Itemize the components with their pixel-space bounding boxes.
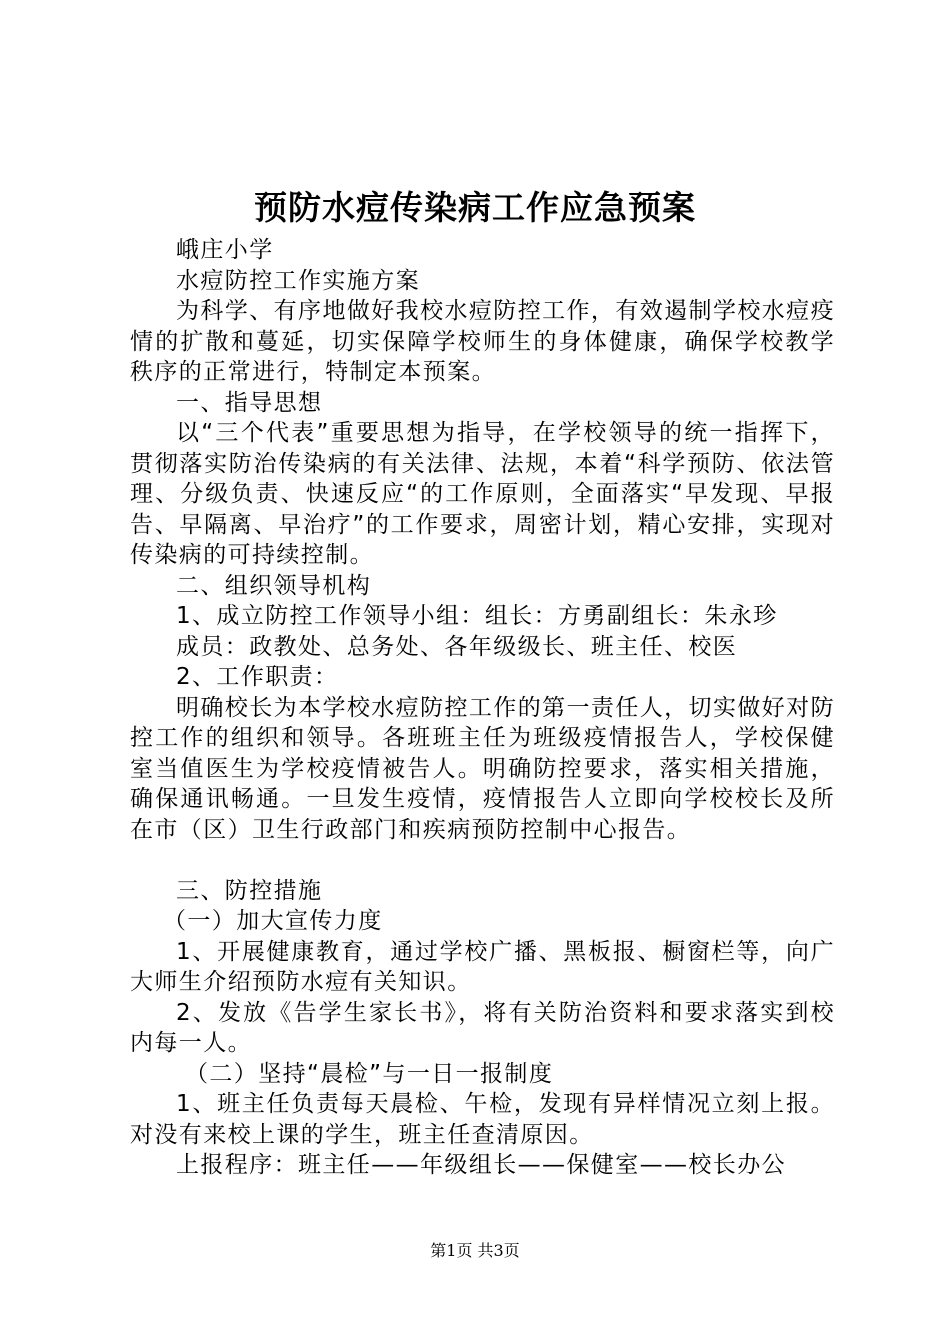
subsection-1-heading: （一）加大宣传力度	[163, 908, 383, 934]
section-2-members: 成员：政教处、总务处、各年级级长、班主任、校医	[176, 633, 738, 660]
blank-line	[130, 845, 835, 876]
intro-paragraph: 为科学、有序地做好我校水痘防控工作，有效遏制学校水痘疫情的扩散和蔓延，切实保障学校师生的身体健康，确保学校教学秩序的正常进行，特制定本预案。	[130, 298, 835, 385]
section-1-heading: 一、指导思想	[176, 389, 323, 416]
subsection-1-item-1: 1、开展健康教育，通过学校广播、黑板报、橱窗栏等，向广大师生介绍预防水痘有关知识。	[130, 938, 835, 995]
section-2-item-2: 2、工作职责：	[176, 664, 339, 690]
section-2-item-1: 1、成立防控工作领导小组：组长：方勇副组长：朱永珍	[176, 603, 778, 629]
page-number-footer: 第1页 共3页	[430, 1241, 520, 1260]
plan-name: 水痘防控工作实施方案	[176, 267, 420, 294]
subsection-1-item-2: 2、发放《告学生家长书》，将有关防治资料和要求落实到校内每一人。	[130, 999, 835, 1056]
school-name: 峨庄小学	[176, 237, 274, 263]
section-3-heading: 三、防控措施	[176, 877, 323, 904]
subsection-2-item-1: 1、班主任负责每天晨检、午检，发现有异样情况立刻上报。对没有来校上课的学生，班主任查清原因。	[130, 1091, 835, 1148]
document-title: 预防水痘传染病工作应急预案	[254, 188, 696, 227]
document-body	[130, 235, 835, 1181]
section-2-heading: 二、组织领导机构	[176, 572, 372, 599]
report-procedure-line: 上报程序：班主任——年级组长——保健室——校长办公	[176, 1152, 786, 1178]
section-2-duties-paragraph: 明确校长为本学校水痘防控工作的第一责任人，切实做好对防控工作的组织和领导。各班班主任为班级疫情报告人，学校保健室当值医生为学校疫情被告人。明确防控要求，落实相关措施，确保通讯畅通。一旦发生疫情，疫情报告人立即向学校校长及所在市（区）卫生行政部门和疾病预防控制中心报告。	[130, 694, 835, 843]
subsection-2-heading: （二）坚持“晨检”与一日一报制度	[185, 1060, 554, 1087]
section-1-paragraph: 以“三个代表”重要思想为指导，在学校领导的统一指挥下，贯彻落实防治传染病的有关法律、法规，本着“科学预防、依法管理、分级负责、快速反应“的工作原则，全面落实“早发现、早报告、早隔离、早治疗”的工作要求，周密计划，精心安排，实现对传染病的可持续控制。	[130, 420, 835, 568]
